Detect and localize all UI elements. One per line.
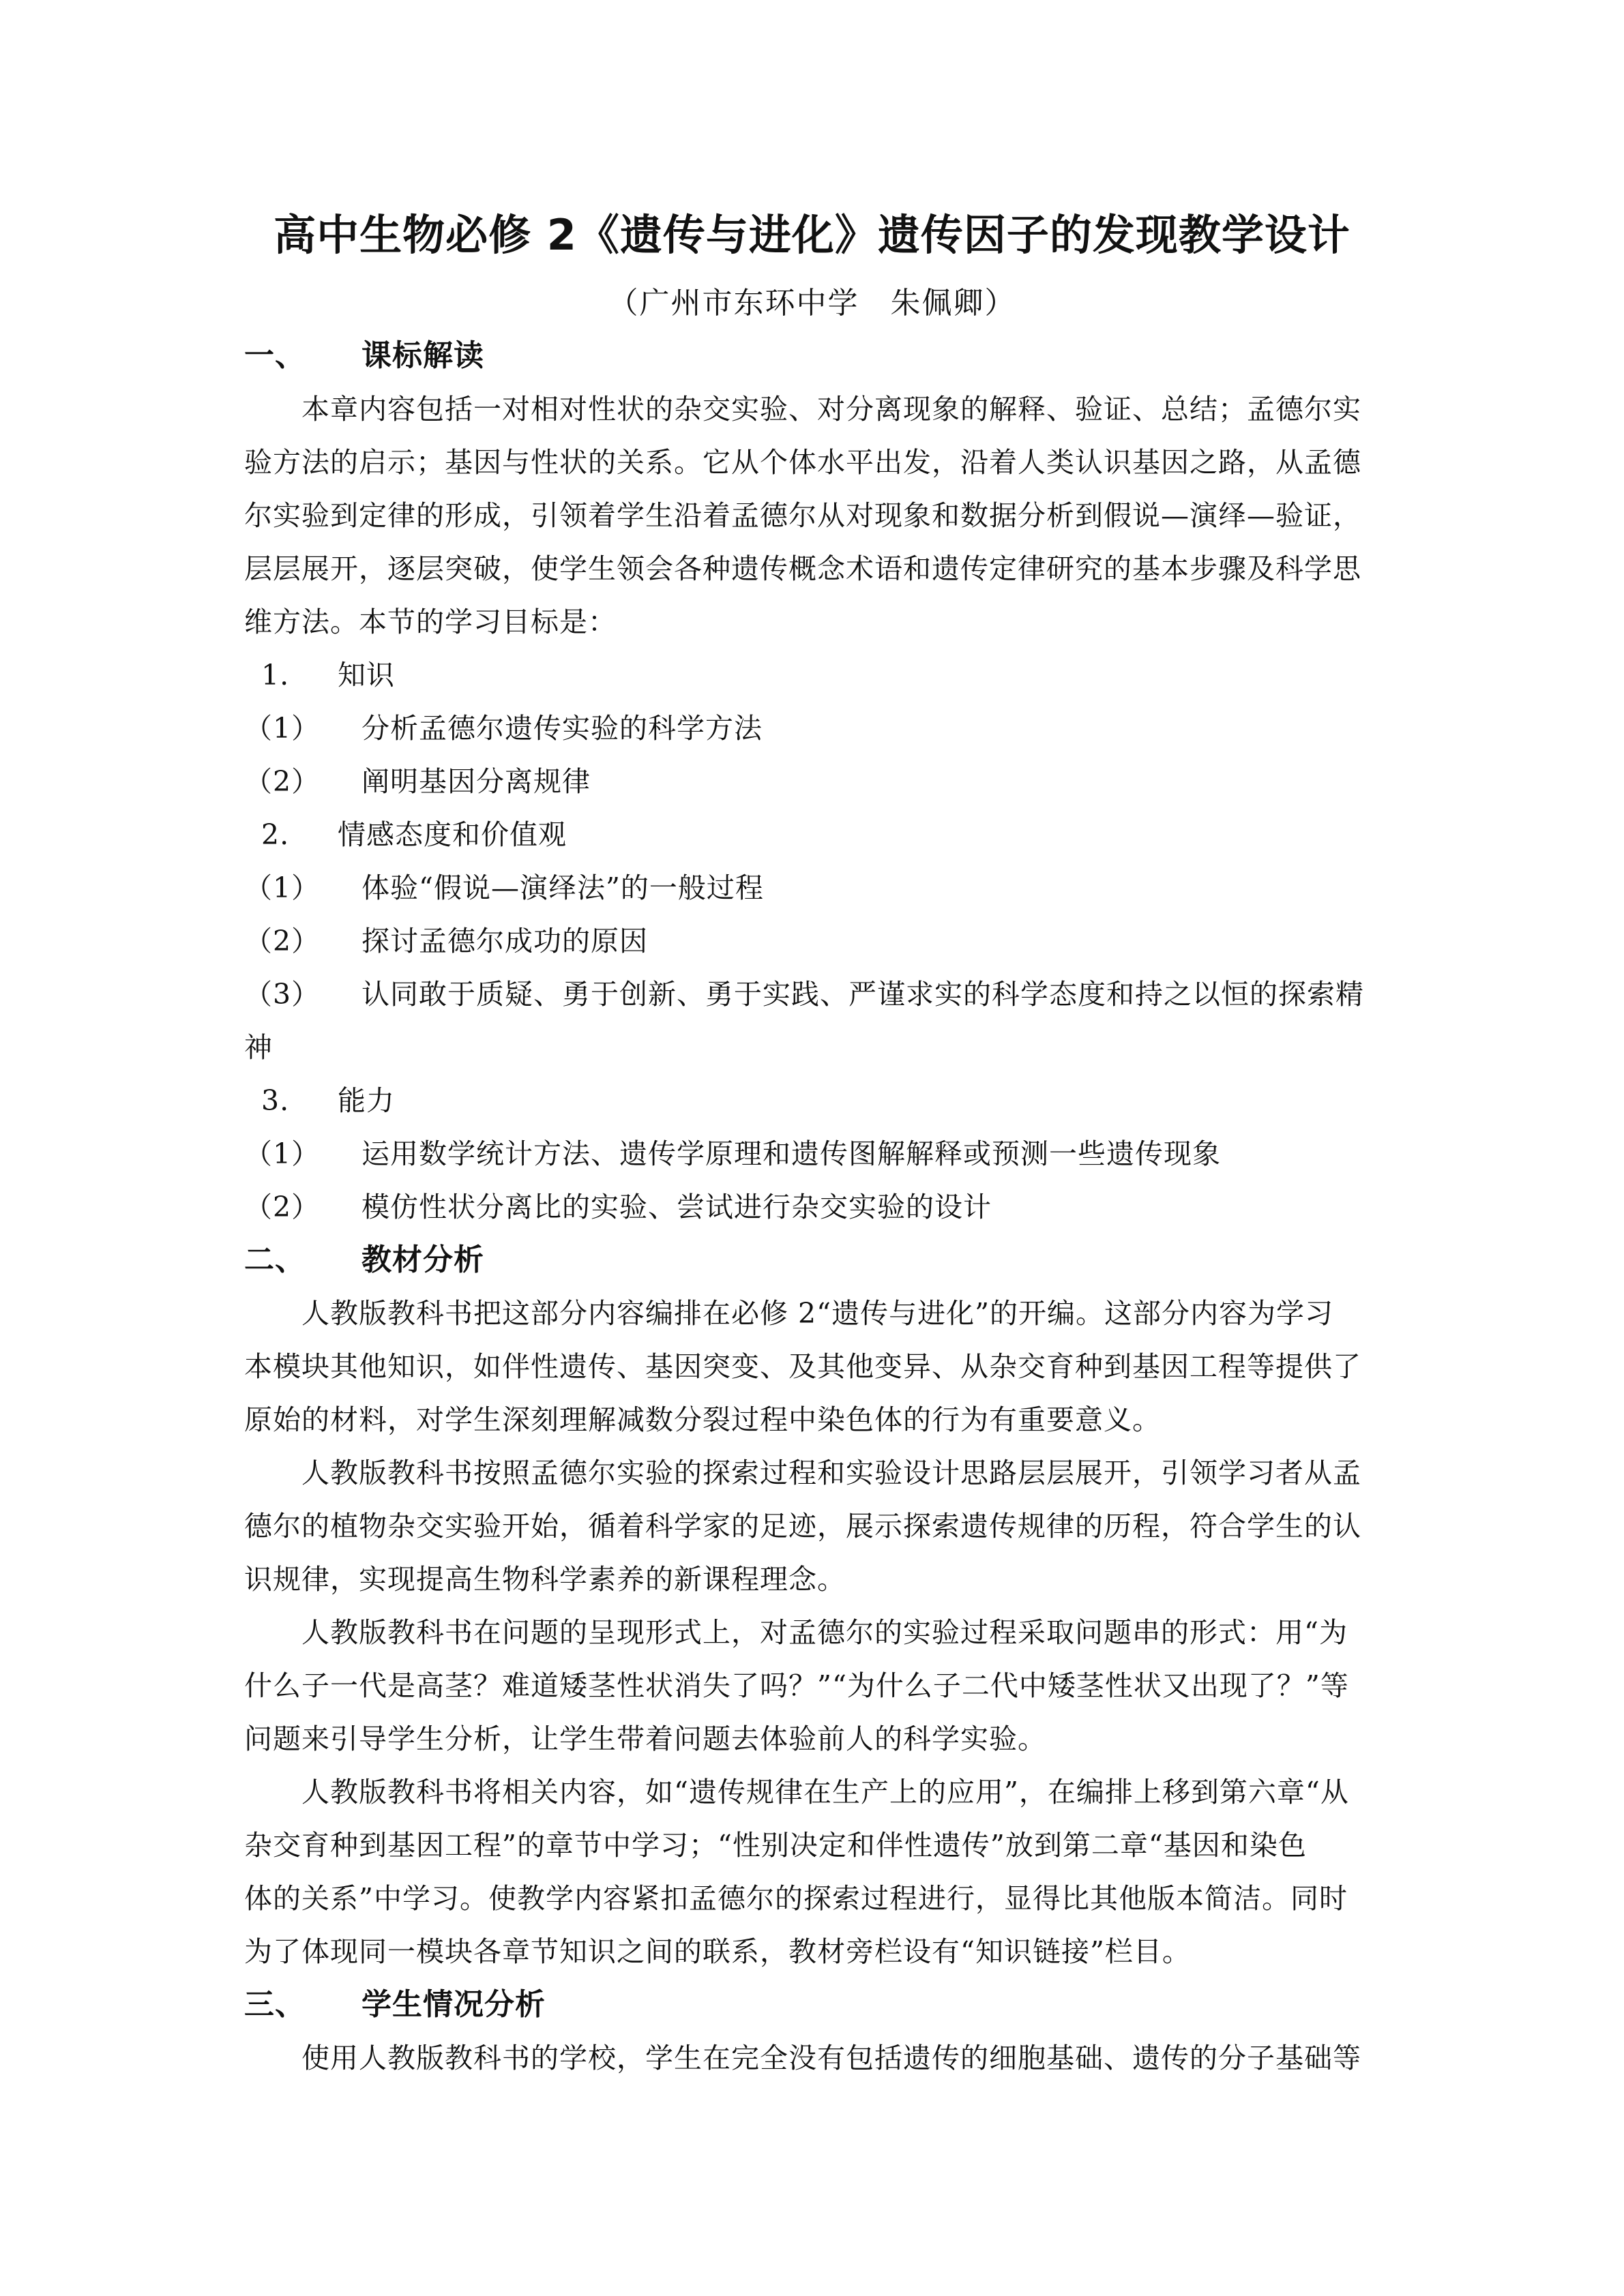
list-item xyxy=(244,974,1376,1015)
goal-label: 知识 xyxy=(338,659,395,691)
section-heading-1 xyxy=(244,336,1376,376)
goal-label: 情感态度和价值观 xyxy=(338,818,567,851)
list-item-number: （2） xyxy=(244,765,321,798)
section-title: 课标解读 xyxy=(361,338,484,373)
goal-heading-attitude xyxy=(244,814,1376,855)
section-heading-3 xyxy=(244,1984,1376,2025)
paragraph-line: 人教版教科书在问题的呈现形式上，对孟德尔的实验过程采取问题串的形式：用“为 xyxy=(301,1616,1348,1649)
section-number: 三、 xyxy=(244,1987,306,2022)
section-number: 二、 xyxy=(244,1242,306,1277)
list-item xyxy=(244,761,1376,802)
paragraph-line: 识规律，实现提高生物科学素养的新课程理念。 xyxy=(244,1563,846,1596)
list-item xyxy=(244,708,1376,749)
goal-number: 1. xyxy=(261,659,290,691)
section-title: 教材分析 xyxy=(361,1242,484,1277)
list-item-text: 阐明基因分离规律 xyxy=(361,765,591,798)
paragraph-line: 杂交育种到基因工程”的章节中学习；“性别决定和伴性遗传”放到第二章“基因和染色 xyxy=(244,1829,1307,1862)
goal-number: 2. xyxy=(261,818,290,851)
author-line: （广州市东环中学 朱佩卿） xyxy=(608,286,1016,320)
list-item-text: 认同敢于质疑、勇于创新、勇于实践、严谨求实的科学态度和持之以恒的探索精 xyxy=(361,978,1364,1011)
paragraph-line: 层层展开，逐层突破，使学生领会各种遗传概念术语和遗传定律研究的基本步骤及科学思 xyxy=(244,552,1361,585)
list-item-text: 分析孟德尔遗传实验的科学方法 xyxy=(361,712,763,745)
goal-label: 能力 xyxy=(338,1084,395,1117)
goal-heading-knowledge xyxy=(244,655,1376,696)
document-title: 高中生物必修 2《遗传与进化》遗传因子的发现教学设计 xyxy=(274,210,1350,260)
paragraph-line: 什么子一代是高茎？难道矮茎性状消失了吗？”“为什么子二代中矮茎性状又出现了？”等 xyxy=(244,1669,1349,1702)
paragraph-line: 尔实验到定律的形成，引领着学生沿着孟德尔从对现象和数据分析到假说—演绎—验证， xyxy=(244,499,1361,532)
list-item xyxy=(244,921,1376,961)
list-item-number: （1） xyxy=(244,712,321,745)
list-item-text: 模仿性状分离比的实验、尝试进行杂交实验的设计 xyxy=(361,1191,992,1223)
list-item-number: （1） xyxy=(244,871,321,904)
list-item-text: 探讨孟德尔成功的原因 xyxy=(361,925,648,957)
list-item-text: 运用数学统计方法、遗传学原理和遗传图解解释或预测一些遗传现象 xyxy=(361,1137,1221,1170)
list-item-text: 体验“假说—演绎法”的一般过程 xyxy=(361,871,764,904)
paragraph-line: 人教版教科书按照孟德尔实验的探索过程和实验设计思路层层展开，引领学习者从孟 xyxy=(301,1457,1361,1489)
list-item-number: （2） xyxy=(244,925,321,957)
paragraph-line: 本章内容包括一对相对性状的杂交实验、对分离现象的解释、验证、总结；孟德尔实 xyxy=(301,393,1361,426)
paragraph-line: 验方法的启示；基因与性状的关系。它从个体水平出发，沿着人类认识基因之路，从孟德 xyxy=(244,446,1361,479)
paragraph-line: 原始的材料，对学生深刻理解减数分裂过程中染色体的行为有重要意义。 xyxy=(244,1403,1161,1436)
list-item-number: （2） xyxy=(244,1191,321,1223)
section-number: 一、 xyxy=(244,338,306,373)
paragraph-line: 本模块其他知识，如伴性遗传、基因突变、及其他变异、从杂交育种到基因工程等提供了 xyxy=(244,1350,1361,1383)
list-item-number: （1） xyxy=(244,1137,321,1170)
paragraph-line: 人教版教科书把这部分内容编排在必修 2“遗传与进化”的开编。这部分内容为学习 xyxy=(301,1297,1334,1330)
paragraph-line: 体的关系”中学习。使教学内容紧扣孟德尔的探索过程进行，显得比其他版本简洁。同时 xyxy=(244,1882,1348,1915)
paragraph-line: 人教版教科书将相关内容，如“遗传规律在生产上的应用”，在编排上移到第六章“从 xyxy=(301,1776,1349,1808)
paragraph-line: 使用人教版教科书的学校，学生在完全没有包括遗传的细胞基础、遗传的分子基础等 xyxy=(301,2042,1361,2074)
list-item-wrap: 神 xyxy=(244,1031,273,1064)
section-heading-2 xyxy=(244,1240,1376,1281)
paragraph-line: 为了体现同一模块各章节知识之间的联系，教材旁栏设有“知识链接”栏目。 xyxy=(244,1935,1191,1968)
paragraph-line: 维方法。本节的学习目标是： xyxy=(244,606,617,638)
list-item xyxy=(244,1133,1376,1174)
paragraph-line: 德尔的植物杂交实验开始，循着科学家的足迹，展示探索遗传规律的历程，符合学生的认 xyxy=(244,1510,1361,1542)
list-item xyxy=(244,1187,1376,1227)
list-item-number: （3） xyxy=(244,978,321,1011)
list-item xyxy=(244,867,1376,908)
goal-number: 3. xyxy=(261,1084,290,1117)
goal-heading-ability xyxy=(244,1080,1376,1121)
paragraph-line: 问题来引导学生分析，让学生带着问题去体验前人的科学实验。 xyxy=(244,1723,1046,1755)
section-title: 学生情况分析 xyxy=(361,1987,546,2022)
